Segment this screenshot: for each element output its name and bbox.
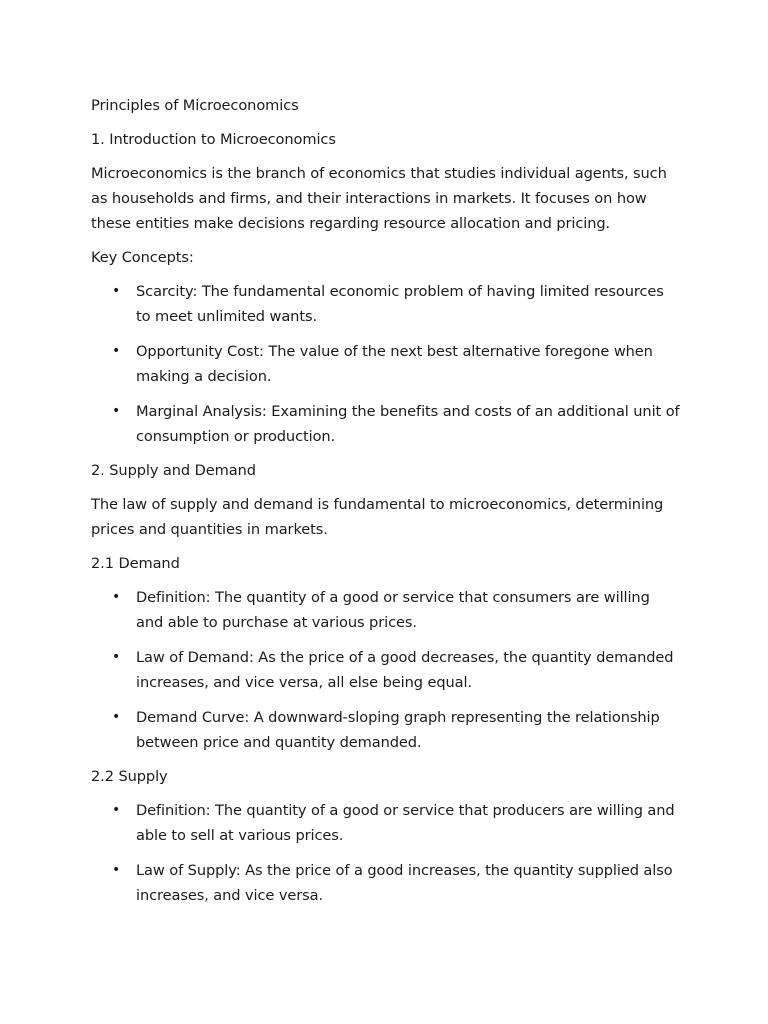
bullet-icon: •: [112, 649, 121, 665]
list-item-text: Demand Curve: A downward-sloping graph representing the relationship between price and quantity demanded.: [136, 709, 660, 751]
list-item-text: Law of Supply: As the price of a good increases, the quantity supplied also increases, and vice versa.: [136, 862, 673, 904]
document-page: [91, 93, 681, 917]
list-item: [91, 279, 681, 329]
section-2-paragraph: The law of supply and demand is fundamental to microeconomics, determining prices and quantities in markets.: [91, 496, 664, 538]
section-1-heading: 1. Introduction to Microeconomics: [91, 131, 336, 148]
list-item: [91, 705, 681, 755]
list-item-text: Marginal Analysis: Examining the benefits and costs of an additional unit of consumption or production.: [136, 403, 680, 445]
supply-heading: 2.2 Supply: [91, 768, 168, 785]
bullet-icon: •: [112, 802, 121, 818]
list-item: [91, 858, 681, 908]
bullet-icon: •: [112, 862, 121, 878]
list-item-text: Opportunity Cost: The value of the next best alternative foregone when making a decision.: [136, 343, 653, 385]
key-concepts-label: Key Concepts:: [91, 249, 194, 266]
bullet-icon: •: [112, 343, 121, 359]
list-item-text: Law of Demand: As the price of a good decreases, the quantity demanded increases, and vice versa, all else being equal.: [136, 649, 674, 691]
bullet-icon: •: [112, 283, 121, 299]
demand-list: [91, 585, 681, 755]
key-concepts-list: [91, 279, 681, 449]
section-1-paragraph: Microeconomics is the branch of economics that studies individual agents, such as households and firms, and their interactions in markets. It focuses on how these entities make decisions regarding resource allocation and pricing.: [91, 165, 667, 232]
bullet-icon: •: [112, 589, 121, 605]
bullet-icon: •: [112, 709, 121, 725]
list-item-text: Scarcity: The fundamental economic problem of having limited resources to meet unlimited wants.: [136, 283, 664, 325]
supply-list: [91, 798, 681, 908]
list-item-text: Definition: The quantity of a good or service that producers are willing and able to sell at various prices.: [136, 802, 675, 844]
list-item-text: Definition: The quantity of a good or service that consumers are willing and able to purchase at various prices.: [136, 589, 650, 631]
demand-heading: 2.1 Demand: [91, 555, 180, 572]
list-item: [91, 399, 681, 449]
list-item: [91, 585, 681, 635]
document-title: Principles of Microeconomics: [91, 97, 299, 114]
list-item: [91, 798, 681, 848]
bullet-icon: •: [112, 403, 121, 419]
list-item: [91, 339, 681, 389]
section-2-heading: 2. Supply and Demand: [91, 462, 256, 479]
list-item: [91, 645, 681, 695]
